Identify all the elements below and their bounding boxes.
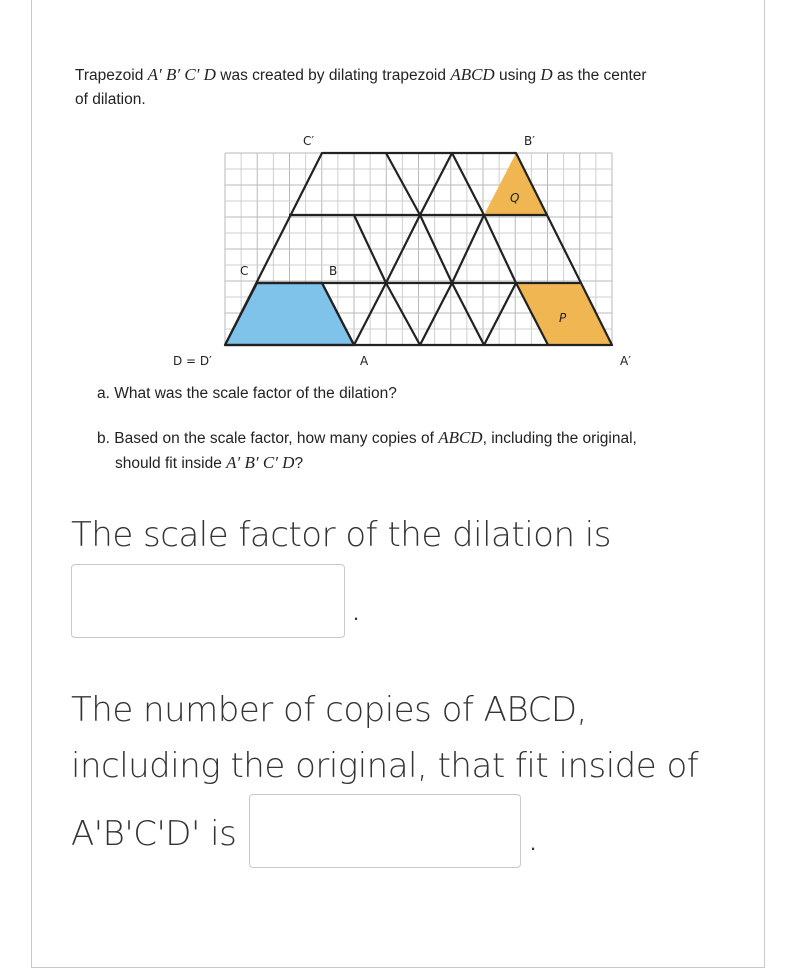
copies-prompt-line-2: including the original, that fit inside of	[71, 746, 699, 786]
problem-text-4: as the center	[552, 67, 647, 84]
label-c: C	[240, 264, 249, 278]
label-a-prime: A′	[620, 354, 631, 368]
question-b-text-2: , including the original,	[482, 430, 637, 447]
center-name: D	[540, 65, 553, 84]
dilation-figure	[160, 125, 640, 375]
problem-text-5: of dilation.	[75, 91, 146, 108]
label-q: Q	[510, 191, 520, 205]
copies-period: .	[530, 830, 537, 855]
problem-text-2: was created by dilating trapezoid	[215, 67, 451, 84]
question-b-name: ABCD	[438, 428, 483, 447]
triangle-q-fill	[484, 153, 548, 215]
copies-input[interactable]	[249, 794, 521, 868]
question-b-text-4: ?	[294, 455, 304, 472]
question-b-text-3: should fit inside	[115, 455, 227, 472]
label-p: P	[559, 311, 567, 325]
scale-factor-prompt: The scale factor of the dilation is	[71, 515, 611, 555]
question-b-name-2: A′ B′ C′ D	[226, 453, 295, 472]
trapezoid-abcd-fill	[225, 283, 354, 345]
image-trapezoid-name: A′ B′ C′ D	[147, 65, 216, 84]
copies-prompt-line-3: A'B'C'D' is	[71, 814, 237, 854]
label-b: B	[329, 264, 338, 278]
problem-text-1: Trapezoid	[75, 67, 148, 84]
original-trapezoid-name: ABCD	[450, 65, 495, 84]
copies-prompt-line-1: The number of copies of ABCD,	[71, 690, 587, 730]
label-c-prime: C′	[303, 134, 315, 148]
question-b	[97, 426, 727, 476]
label-b-prime: B′	[524, 134, 535, 148]
problem-statement	[75, 63, 735, 112]
question-b-text-1: b. Based on the scale factor, how many copies of	[97, 430, 439, 447]
question-a: a. What was the scale factor of the dilation?	[97, 385, 397, 402]
problem-text-3: using	[494, 67, 541, 84]
scale-factor-period: .	[353, 600, 360, 625]
label-a: A	[360, 354, 369, 368]
scale-factor-input[interactable]	[71, 564, 345, 638]
label-d: D = D′	[173, 354, 212, 368]
